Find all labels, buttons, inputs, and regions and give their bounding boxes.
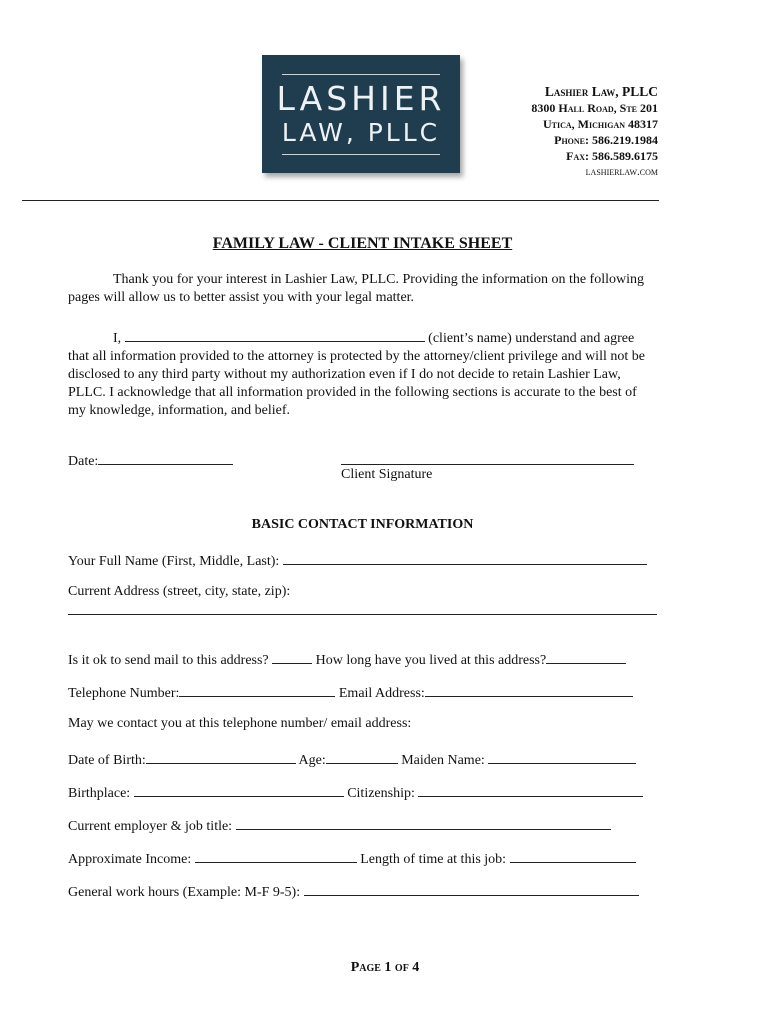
full-name-field[interactable]: [283, 550, 647, 565]
mail-ok-field[interactable]: [272, 649, 312, 664]
page-title: FAMILY LAW - CLIENT INTAKE SHEET: [212, 235, 513, 252]
address-row: [68, 583, 663, 601]
employer-field[interactable]: [236, 815, 611, 830]
signature-field[interactable]: [341, 450, 634, 465]
income-field[interactable]: [195, 848, 357, 863]
full-name-label: Your Full Name (First, Middle, Last):: [68, 554, 280, 569]
citizenship-label: Citizenship:: [347, 786, 415, 801]
email-field[interactable]: [425, 682, 633, 697]
work-hours-row: [68, 881, 663, 902]
firm-name: Lashier Law, PLLC: [544, 84, 658, 99]
ack-prefix: I,: [113, 331, 122, 346]
maiden-field[interactable]: [488, 749, 636, 764]
email-label: Email Address:: [338, 686, 425, 701]
dob-label: Date of Birth:: [68, 753, 146, 768]
firm-city: Utica, Michigan 48317: [543, 117, 658, 131]
length-job-field[interactable]: [510, 848, 636, 863]
citizenship-field[interactable]: [418, 782, 643, 797]
address-label: Current Address (street, city, state, zip):: [68, 584, 291, 599]
dob-row: [68, 749, 663, 770]
firm-phone: Phone: 586.219.1984: [554, 133, 658, 147]
logo-rule-bottom: [282, 154, 440, 155]
contact-ok-row: [68, 715, 663, 733]
maiden-label: Maiden Name:: [401, 753, 485, 768]
acknowledgment-paragraph: [68, 327, 658, 420]
telephone-field[interactable]: [179, 682, 335, 697]
work-hours-field[interactable]: [304, 881, 639, 896]
date-field[interactable]: [98, 450, 233, 465]
ack-body: that all information provided to the attorney is protected by the attorney/client privilege and will not be disclosed to any third party without my authorization even if I do not decide to retain Lashier Law, PLLC. I acknowledge that all information provided in the following sections is accurate to the best of my knowledge, information, and belief.: [68, 349, 645, 418]
how-long-label: How long have you lived at this address?: [315, 653, 547, 668]
telephone-label: Telephone Number:: [68, 686, 180, 701]
how-long-field[interactable]: [546, 649, 626, 664]
ack-suffix: (client’s name) understand and agree: [428, 331, 635, 346]
age-field[interactable]: [326, 749, 398, 764]
logo-line1: LASHIER: [276, 79, 446, 118]
page-number: Page 1 of 4: [350, 960, 420, 975]
birthplace-row: [68, 782, 663, 803]
date-label: Date:: [68, 454, 99, 469]
client-name-field[interactable]: [125, 327, 425, 342]
firm-website: lashierlaw.com: [585, 166, 658, 178]
phone-email-row: [68, 682, 663, 703]
contact-ok-label: May we contact you at this telephone number/ email address:: [68, 716, 412, 731]
intro-paragraph: Thank you for your interest in Lashier Law, PLLC. Providing the information on the following pages will allow us to better assist you with your legal matter.: [68, 272, 644, 305]
employer-row: [68, 815, 663, 836]
employer-label: Current employer & job title:: [68, 819, 233, 834]
logo-line2: LAW, PLLC: [281, 118, 441, 147]
firm-logo: [262, 55, 460, 173]
mail-ok-label: Is it ok to send mail to this address?: [68, 653, 269, 668]
length-job-label: Length of time at this job:: [360, 852, 507, 867]
address-field[interactable]: [68, 614, 657, 615]
firm-fax: Fax: 586.589.6175: [566, 149, 658, 163]
section-title: BASIC CONTACT INFORMATION: [251, 517, 474, 532]
income-label: Approximate Income:: [68, 852, 192, 867]
birthplace-field[interactable]: [134, 782, 344, 797]
income-row: [68, 848, 663, 869]
age-label: Age:: [298, 753, 326, 768]
signature-label: Client Signature: [341, 467, 433, 482]
mail-row: [68, 649, 663, 670]
logo-rule-top: [282, 74, 440, 75]
header-divider: [22, 200, 659, 201]
full-name-row: [68, 550, 663, 571]
firm-address: 8300 Hall Road, Ste 201: [531, 101, 658, 115]
birthplace-label: Birthplace:: [68, 786, 131, 801]
work-hours-label: General work hours (Example: M-F 9-5):: [68, 885, 301, 900]
dob-field[interactable]: [146, 749, 296, 764]
contact-block: [531, 84, 658, 180]
